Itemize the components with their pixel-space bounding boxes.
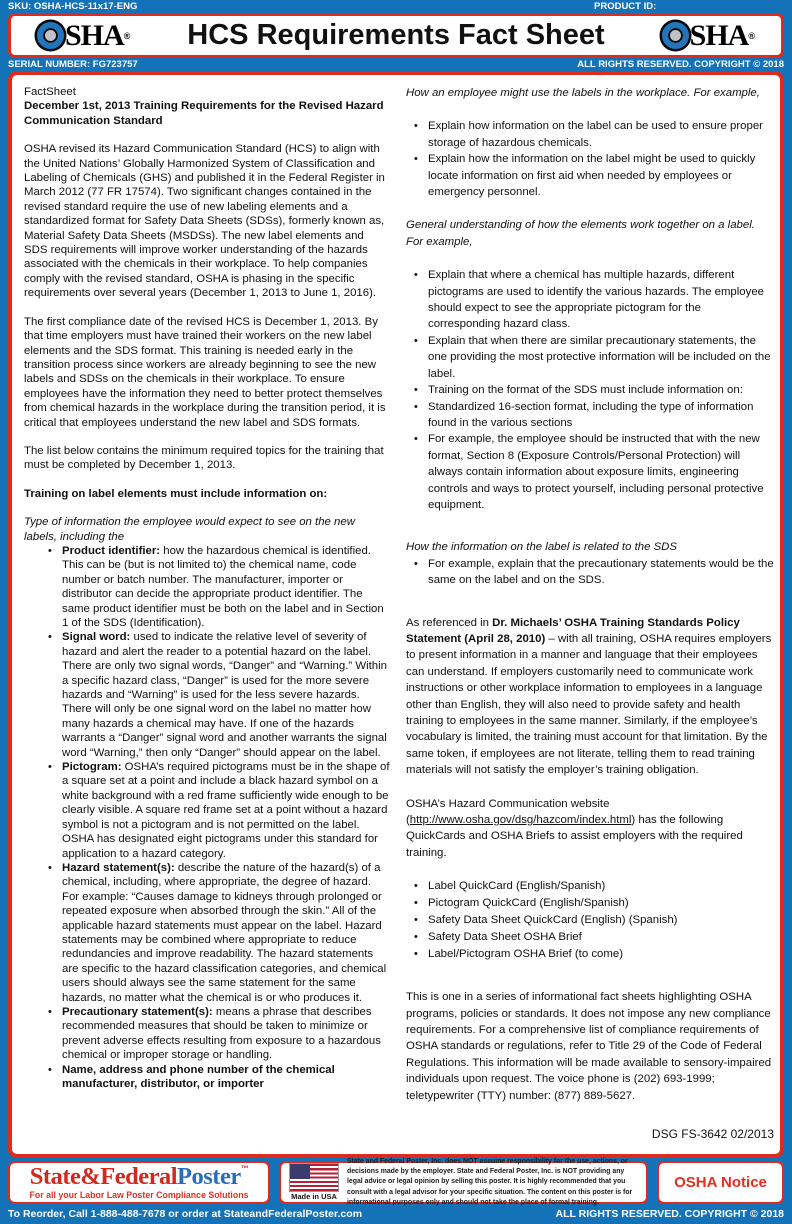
osha-logo-right [662, 18, 755, 52]
list-item [412, 118, 774, 151]
list-item [412, 267, 774, 333]
bullet-text: Safety Data Sheet QuickCard (English) (Spanish) [428, 914, 678, 927]
list-item [412, 382, 774, 398]
osha-notice-label: OSHA Notice [674, 1174, 767, 1191]
bullet-text: OSHA’s required pictograms must be in the shape of a square set at a point and include a black hazard symbol on a white background with a red frame sufficiently wide enough to be clearly visible. A square red frame set at a point without a hazard symbol is not a pictogram and is not permitted on the label. OSHA has designated eight pictograms under this standard for application to a hazard category. [62, 761, 390, 860]
left-column [24, 85, 390, 1105]
osha-logo-ring-icon [662, 22, 689, 49]
italic-intro: General understanding of how the elements work together on a label. For example, [406, 219, 755, 248]
bullet-marker: • [48, 861, 52, 874]
bullet-lead: Precautionary statement(s): [62, 1005, 213, 1018]
serial-number-label: SERIAL NUMBER: FG723757 [8, 59, 138, 70]
footer [8, 1157, 784, 1207]
rights-label: ALL RIGHTS RESERVED. COPYRIGHT © 2018 [577, 59, 784, 70]
registered-mark: ® [748, 31, 755, 41]
list-item [412, 431, 774, 513]
label-sds-relation-list [406, 556, 774, 589]
paragraph: The first compliance date of the revised HCS is December 1, 2013. By that time employers must have trained their workers on the new label elements and the SDS format. This training is needed early in the transition process since workers are already beginning to see the new labels and SDSs on the chemicals in their workplace. To ensure employees have the information they need to better protect themselves from chemical hazards in the workplace during the transition period, it is critical that employees understand the new label and SDS formats. [24, 315, 386, 429]
quickcards-list [406, 878, 774, 963]
bullet-marker: • [414, 120, 418, 133]
bullet-lead: Name, address and phone number of the chemical manufacturer, distributor, or importer [62, 1063, 335, 1090]
list-item [412, 151, 774, 200]
text-segment: As referenced in [406, 616, 493, 629]
bullet-lead: Signal word: [62, 631, 131, 644]
bullet-marker: • [414, 269, 418, 282]
bullet-marker: • [414, 931, 418, 944]
paragraph-reference [406, 615, 774, 779]
italic-intro: How the information on the label is related to the SDS [406, 541, 677, 554]
disclaimer-box [279, 1157, 648, 1207]
disclaimer-text: State and Federal Poster, Inc. does NOT assume responsibility for the use, actions, or decisions made by the employer. State and Federal Poster, Inc. is NOT providing any legal advice or legal opinion by selling this poster. It is highly recommended that you consult with a legal advisor for your specific situation. The content on this poster is for informational purposes only and should not take the place of formal training. [347, 1157, 633, 1207]
bullet-text: Training on the format of the SDS must include information on: [428, 384, 743, 397]
logo-tagline: For all your Labor Law Poster Compliance Solutions [29, 1190, 249, 1201]
osha-notice-box [657, 1161, 784, 1204]
list-item [24, 630, 390, 760]
list-item [412, 556, 774, 589]
bullet-marker: • [414, 433, 418, 446]
bullet-text: Label/Pictogram OSHA Brief (to come) [428, 948, 623, 961]
text-segment: OSHA’s Hazard Communication website ( [406, 797, 610, 827]
trademark-mark: ™ [240, 1163, 249, 1173]
bold-reference: Dr. Michaels’ OSHA Training Standards Policy Statement (April 28, 2010) [406, 616, 740, 645]
bullet-marker: • [414, 914, 418, 927]
paragraph-website [406, 796, 774, 862]
bullet-text: Pictogram QuickCard (English/Spanish) [428, 897, 629, 910]
logo-text-state-federal: State&Federal [29, 1162, 178, 1190]
product-id-label: PRODUCT ID: [594, 1, 657, 12]
label-use-list [406, 118, 774, 200]
bullet-text: Safety Data Sheet OSHA Brief [428, 931, 582, 944]
bullet-text: means a phrase that describes recommended measures that should be taken to minimize or prevent adverse effects resulting from exposure to a hazardous chemical or improper storage or handling. [62, 1005, 381, 1062]
text-segment: ) has the following QuickCards and OSHA Briefs to assist employers with the required training. [406, 814, 743, 859]
italic-intro: Type of information the employee would expect to see on the new labels, including the [24, 516, 355, 543]
list-item [24, 760, 390, 861]
bullet-marker: • [414, 384, 418, 397]
logo-text-poster: Poster [177, 1162, 241, 1190]
bullet-marker: • [48, 544, 52, 557]
bullet-text: Explain how information on the label can be used to ensure proper storage of hazardous chemicals. [428, 120, 763, 149]
hazcom-website-link[interactable]: http://www.osha.gov/dsg/hazcom/index.html [409, 814, 632, 827]
bullet-text: Label QuickCard (English/Spanish) [428, 880, 606, 893]
list-item [412, 929, 774, 946]
list-item [412, 399, 774, 432]
osha-logo-text: SHA [689, 18, 749, 52]
bullet-text: For example, the employee should be instructed that with the new format, Section 8 (Exposure Controls/Personal Protection) will always contain information about exposure limits, engineering controls and ways to protect yourself, including personal protective equipment. [428, 433, 764, 511]
serial-bar [0, 58, 792, 71]
bullet-text: Explain that where a chemical has multiple hazards, different pictograms are used to identify the various hazards. The employee should expect to see the appropriate pictogram for the corresponding hazard class. [428, 269, 764, 331]
list-item [24, 544, 390, 630]
paragraph: OSHA revised its Hazard Communication Standard (HCS) to align with the United Nations’ Globally Harmonized System of Classification and Labeling of Chemicals (GHS) and published it in the Federal Register in March 2012 (77 FR 17574). Two significant changes contained in the revised standard require the use of new labeling elements and a standardized format for Safety Data Sheets (SDSs), formerly known as, Material Safety Data Sheets (MSDSs). The new label elements and SDS requirements will improve worker understanding of the hazards associated with the chemicals in their workplace. To help companies comply with the revised standard, OSHA is phasing in the specific requirements over several years (December 1, 2013 to June 1, 2016). [24, 143, 385, 300]
osha-logo-ring-icon [37, 22, 64, 49]
bullet-lead: Hazard statement(s): [62, 861, 175, 874]
bullet-marker: • [48, 1063, 52, 1076]
bullet-marker: • [48, 761, 52, 774]
bullet-marker: • [414, 153, 418, 166]
sku-label: SKU: OSHA-HCS-11x17-ENG [8, 1, 138, 12]
reorder-label: To Reorder, Call 1-888-488-7678 or order at StateandFederalPoster.com [8, 1208, 363, 1220]
bullet-text: Explain how the information on the label might be used to quickly locate information on first aid when needed by employees or emergency personnel. [428, 153, 756, 199]
state-federal-poster-logo [8, 1161, 270, 1204]
usa-flag-icon [290, 1164, 338, 1191]
list-item [24, 1005, 390, 1063]
list-item [412, 895, 774, 912]
bullet-lead: Product identifier: [62, 544, 161, 557]
bullet-marker: • [48, 631, 52, 644]
label-elements-list [24, 544, 390, 1091]
text-segment: – with all training, OSHA requires employers to present information in a manner and language that their employees can understand. If employers customarily need to communicate work instructions or other workplace information to employees in a language other than English, they will also need to provide safety and health training to employees in the same manner. Similarly, if the employee’s vocabulary is limited, the training must account for that limitation. By the same token, if employees are not literate, telling them to read training materials will not satisfy the employer’s training obligation. [406, 632, 772, 777]
bullet-marker: • [414, 880, 418, 893]
top-bar [0, 0, 792, 13]
bullet-text: Explain that when there are similar precautionary statements, the one providing the most protective information will be included on the label. [428, 334, 771, 380]
paragraph-final: This is one in a series of informational fact sheets highlighting OSHA programs, policies or standards. It does not impose any new compliance requirements. For a comprehensive list of compliance requirements of OSHA standards or regulations, refer to Title 29 of the Code of Federal Regulations. This information will be made available to sensory-impaired individuals upon request. The voice phone is (202) 693-1999; teletypewriter (TTY) number: (877) 889-5627. [406, 991, 772, 1102]
list-item [412, 912, 774, 929]
page-title: HCS Requirements Fact Sheet [187, 19, 605, 51]
bullet-marker: • [414, 334, 418, 347]
bullet-text: describe the nature of the hazard(s) of a chemical, including, where appropriate, the degree of hazard. For example: “Causes damage to kidneys through prolonged or repeated exposure when absorbed through the skin.” All of the applicable hazard statements must appear on the label. Hazard statements may be combined where appropriate to reduce redundancies and improve readability. The hazard statements are specific to the hazard classification categories, and chemical users should always see the same statement for the same hazards, no matter what the chemical is or who produces it. [62, 861, 387, 1004]
document-heading: December 1st, 2013 Training Requirements for the Revised Hazard Communication Standard [24, 100, 384, 127]
bullet-marker: • [414, 897, 418, 910]
list-item [412, 946, 774, 963]
document-code: DSG FS-3642 02/2013 [651, 1127, 774, 1142]
bullet-marker: • [414, 948, 418, 961]
list-item [24, 861, 390, 1005]
list-item [24, 1063, 390, 1092]
section-subheading: Training on label elements must include information on: [24, 487, 328, 500]
kicker: FactSheet [24, 86, 76, 98]
rights-label: ALL RIGHTS RESERVED. COPYRIGHT © 2018 [555, 1208, 784, 1220]
bullet-marker: • [414, 557, 418, 570]
right-column [406, 85, 774, 1143]
header [8, 13, 784, 58]
bullet-text: how the hazardous chemical is identified. This can be (but is not limited to) the chemical name, code number or batch number. The manufacturer, importer or distributor can decide the appropriate product identifier. The same product identifier must be both on the label and in Section 1 of the SDS (Identification). [62, 544, 384, 629]
osha-logo-left [37, 18, 131, 52]
bullet-marker: • [414, 400, 418, 413]
elements-together-list [406, 267, 774, 513]
list-item [412, 878, 774, 895]
content-area [8, 71, 784, 1158]
bullet-text: Standardized 16-section format, including the type of information found in the various sections [428, 400, 754, 429]
registered-mark: ® [123, 31, 131, 41]
osha-logo-text: SHA [65, 18, 124, 52]
bullet-marker: • [48, 1005, 52, 1018]
bottom-bar [0, 1204, 792, 1224]
paragraph: The list below contains the minimum required topics for the training that must be completed by December 1, 2013. [24, 444, 384, 472]
italic-intro: How an employee might use the labels in the workplace. For example, [406, 87, 760, 99]
bullet-text: For example, explain that the precautionary statements would be the same on the label and on the SDS. [428, 557, 774, 587]
bullet-text: used to indicate the relative level of severity of hazard and alert the reader to a potential hazard on the label. There are only two signal words, “Danger” and “Warning.” Within a specific hazard class, “Danger” is used for the more severe hazards and “Warning” is used for the less severe hazards. There will only be one signal word on the label no matter how many hazards a chemical may have. If one of the hazards warrants a “Danger” signal word and another warrants the signal word “Warning,” then only “Danger” should appear on the label. [62, 631, 387, 759]
made-in-usa-label: Made in USA [291, 1192, 337, 1201]
list-item [412, 333, 774, 382]
bullet-lead: Pictogram: [62, 761, 122, 774]
